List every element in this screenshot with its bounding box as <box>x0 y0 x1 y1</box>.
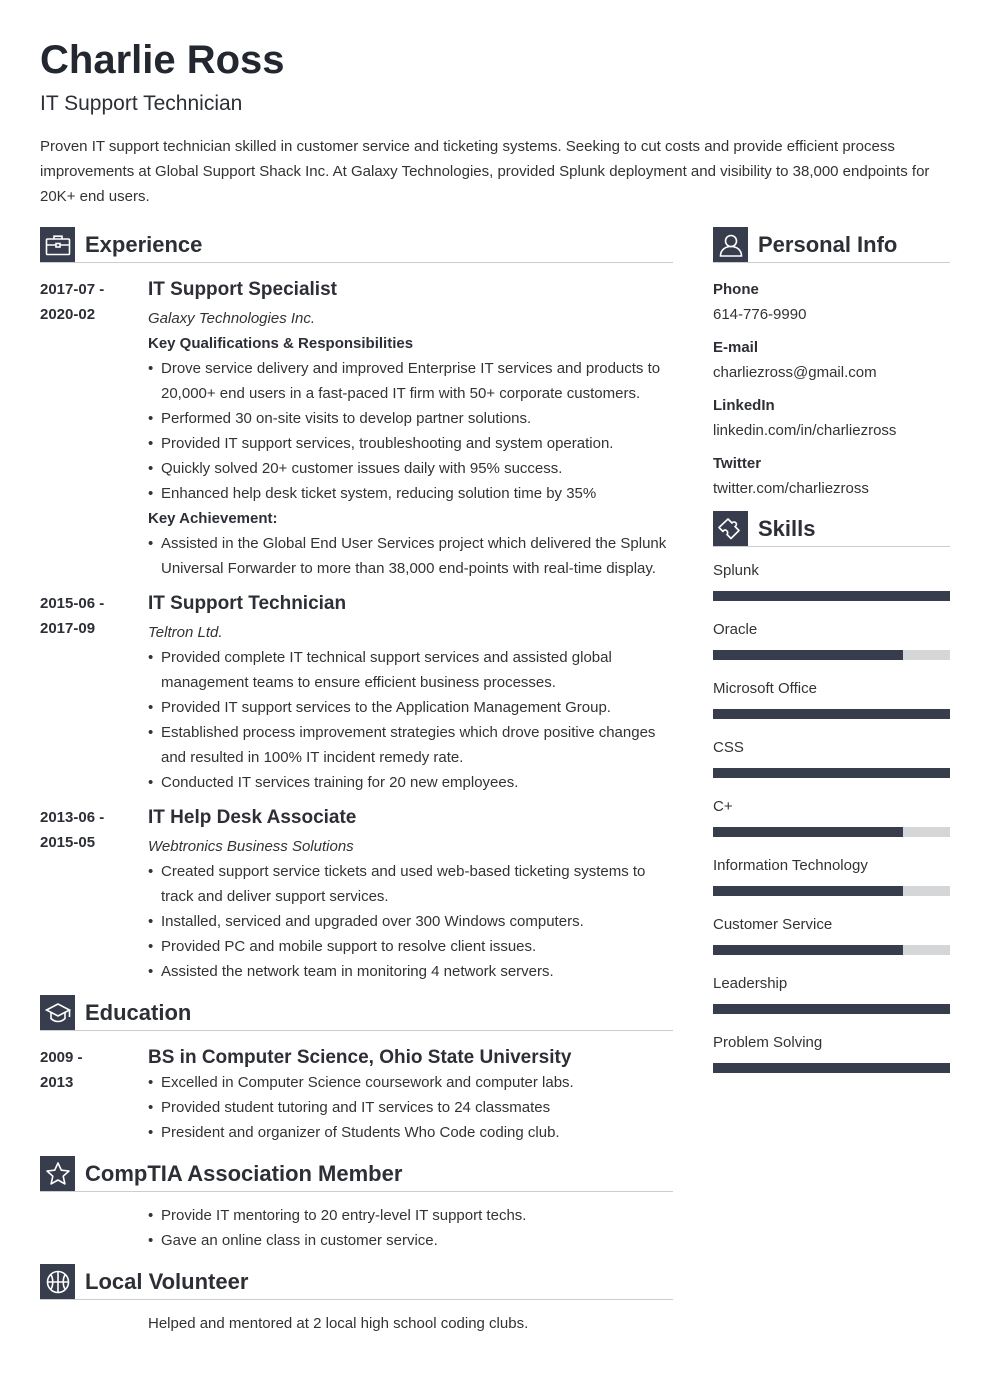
education-entry <box>40 1045 673 1145</box>
responsibilities-heading: Key Qualifications & Responsibilities <box>148 335 414 352</box>
list-item: • Established process improvement strategies which drove positive changes and resulted in 100% IT incident remedy rate. <box>148 720 673 770</box>
skill-name: Problem Solving <box>713 1034 823 1051</box>
job-title: IT Help Desk Associate <box>148 807 357 828</box>
job-dates: 2015-06 - 2017-09 <box>40 595 105 637</box>
job-dates: 2017-07 - 2020-02 <box>40 281 105 323</box>
skill-name: C+ <box>713 798 733 815</box>
section-title: CompTIA Association Member <box>85 1161 403 1186</box>
education-heading <box>40 995 673 1031</box>
section-title: Education <box>85 1000 192 1025</box>
skill-item <box>713 735 950 794</box>
education-dates: 2009 - 2013 <box>40 1049 83 1091</box>
skill-bar <box>713 591 950 601</box>
list-item: • Conducted IT services training for 20 new employees. <box>148 770 673 795</box>
skill-name: Customer Service <box>713 916 833 933</box>
degree-title: BS in Computer Science, Ohio State University <box>148 1047 572 1068</box>
job-title: IT Support Specialist <box>148 279 337 300</box>
list-item: • Drove service delivery and improved Enterprise IT services and products to 20,000+ end users in a fast-paced IT firm with 50+ corporate customers. <box>148 356 673 406</box>
list-item: • Provide IT mentoring to 20 entry-level IT support techs. <box>148 1203 673 1228</box>
summary: Proven IT support technician skilled in customer service and ticketing systems. Seeking to cut costs and provide efficient process improvements at Global Support Shack Inc. At Galaxy Technologies, provided Splunk deployment and visibility to 38,000 endpoints for 20K+ end users. <box>40 138 930 205</box>
list-item: • Created support service tickets and used web-based ticketing systems to track and deliver support services. <box>148 859 673 909</box>
section-title: Experience <box>85 232 203 257</box>
list-item: • Enhanced help desk ticket system, reducing solution time by 35% <box>148 481 673 506</box>
personal-info-heading <box>713 227 950 263</box>
list-item: • Quickly solved 20+ customer issues daily with 95% success. <box>148 456 673 481</box>
skill-bar-fill <box>713 886 903 896</box>
section-title: Local Volunteer <box>85 1269 249 1294</box>
skill-bar <box>713 768 950 778</box>
skill-item <box>713 912 950 971</box>
company-name: Galaxy Technologies Inc. <box>148 310 316 327</box>
twitter-value[interactable]: twitter.com/charliezross <box>713 480 869 497</box>
skill-name: CSS <box>713 739 744 756</box>
skills-list <box>713 558 950 1089</box>
skill-name: Leadership <box>713 975 788 992</box>
list-item: • Performed 30 on-site visits to develop partner solutions. <box>148 406 673 431</box>
resume-header <box>40 36 950 209</box>
volunteer-text: Helped and mentored at 2 local high school coding clubs. <box>148 1315 529 1332</box>
job-entry <box>40 591 673 795</box>
skill-bar-fill <box>713 1004 950 1014</box>
skill-item <box>713 1030 950 1089</box>
list-item: • President and organizer of Students Who Code coding club. <box>148 1120 673 1145</box>
linkedin-value[interactable]: linkedin.com/in/charliezross <box>713 422 897 439</box>
skill-bar-fill <box>713 650 903 660</box>
skill-item <box>713 558 950 617</box>
list-item: • Provided PC and mobile support to resolve client issues. <box>148 934 673 959</box>
education-list <box>148 1070 673 1145</box>
twitter-label: Twitter <box>713 455 762 472</box>
responsibilities-list <box>148 859 673 984</box>
skill-item <box>713 676 950 735</box>
skill-bar <box>713 945 950 955</box>
email-label: E-mail <box>713 339 759 356</box>
sidebar-column <box>713 227 950 1089</box>
list-item: • Excelled in Computer Science coursework and computer labs. <box>148 1070 673 1095</box>
skill-bar <box>713 650 950 660</box>
list-item: • Installed, serviced and upgraded over 300 Windows computers. <box>148 909 673 934</box>
skill-item <box>713 971 950 1030</box>
list-item: • Gave an online class in customer service. <box>148 1228 673 1253</box>
skill-name: Splunk <box>713 562 759 579</box>
list-item: • Provided IT support services to the Application Management Group. <box>148 695 673 720</box>
skill-bar-fill <box>713 1063 950 1073</box>
comptia-list <box>148 1203 673 1253</box>
linkedin-label: LinkedIn <box>713 397 775 414</box>
skills-heading <box>713 511 950 547</box>
skill-name: Oracle <box>713 621 758 638</box>
skill-name: Microsoft Office <box>713 680 817 697</box>
job-entry <box>40 277 673 581</box>
experience-heading <box>40 227 673 263</box>
volunteer-heading <box>40 1264 673 1300</box>
skill-bar-fill <box>713 827 903 837</box>
volunteer-entry <box>40 1311 673 1336</box>
phone-value: 614-776-9990 <box>713 306 807 323</box>
briefcase-icon <box>40 227 75 262</box>
candidate-name: Charlie Ross <box>40 38 285 82</box>
responsibilities-list <box>148 356 673 506</box>
skill-bar <box>713 1004 950 1014</box>
list-item: • Provided complete IT technical support services and assisted global management teams to ensure efficient business processes. <box>148 645 673 695</box>
company-name: Webtronics Business Solutions <box>148 838 354 855</box>
puzzle-icon <box>713 511 748 546</box>
list-item: • Assisted the network team in monitoring 4 network servers. <box>148 959 673 984</box>
skill-item <box>713 617 950 676</box>
achievement-heading: Key Achievement: <box>148 510 278 527</box>
list-item: • Assisted in the Global End User Services project which delivered the Splunk Universal Forwarder to more than 38,000 end-points with real-time display. <box>148 531 673 581</box>
list-item: • Provided student tutoring and IT services to 24 classmates <box>148 1095 673 1120</box>
phone-label: Phone <box>713 281 759 298</box>
job-dates: 2013-06 - 2015-05 <box>40 809 105 851</box>
main-column <box>40 227 673 1336</box>
basketball-icon <box>40 1264 75 1299</box>
candidate-role: IT Support Technician <box>40 92 243 115</box>
skill-item <box>713 794 950 853</box>
user-icon <box>713 227 748 262</box>
graduation-cap-icon <box>40 995 75 1030</box>
email-value[interactable]: charliezross@gmail.com <box>713 364 877 381</box>
skill-item <box>713 853 950 912</box>
job-title: IT Support Technician <box>148 593 347 614</box>
section-title: Skills <box>758 516 816 541</box>
job-entry <box>40 805 673 984</box>
list-item: • Provided IT support services, troubleshooting and system operation. <box>148 431 673 456</box>
responsibilities-list <box>148 645 673 795</box>
skill-bar-fill <box>713 945 903 955</box>
achievement-list <box>148 531 673 581</box>
skill-bar-fill <box>713 709 950 719</box>
comptia-heading <box>40 1156 673 1192</box>
skill-bar-fill <box>713 591 950 601</box>
comptia-entry <box>40 1203 673 1253</box>
skill-bar-fill <box>713 768 950 778</box>
company-name: Teltron Ltd. <box>148 624 223 641</box>
skill-bar <box>713 1063 950 1073</box>
star-icon <box>40 1156 75 1191</box>
section-title: Personal Info <box>758 232 898 257</box>
skill-name: Information Technology <box>713 857 868 874</box>
skill-bar <box>713 709 950 719</box>
skill-bar <box>713 886 950 896</box>
skill-bar <box>713 827 950 837</box>
